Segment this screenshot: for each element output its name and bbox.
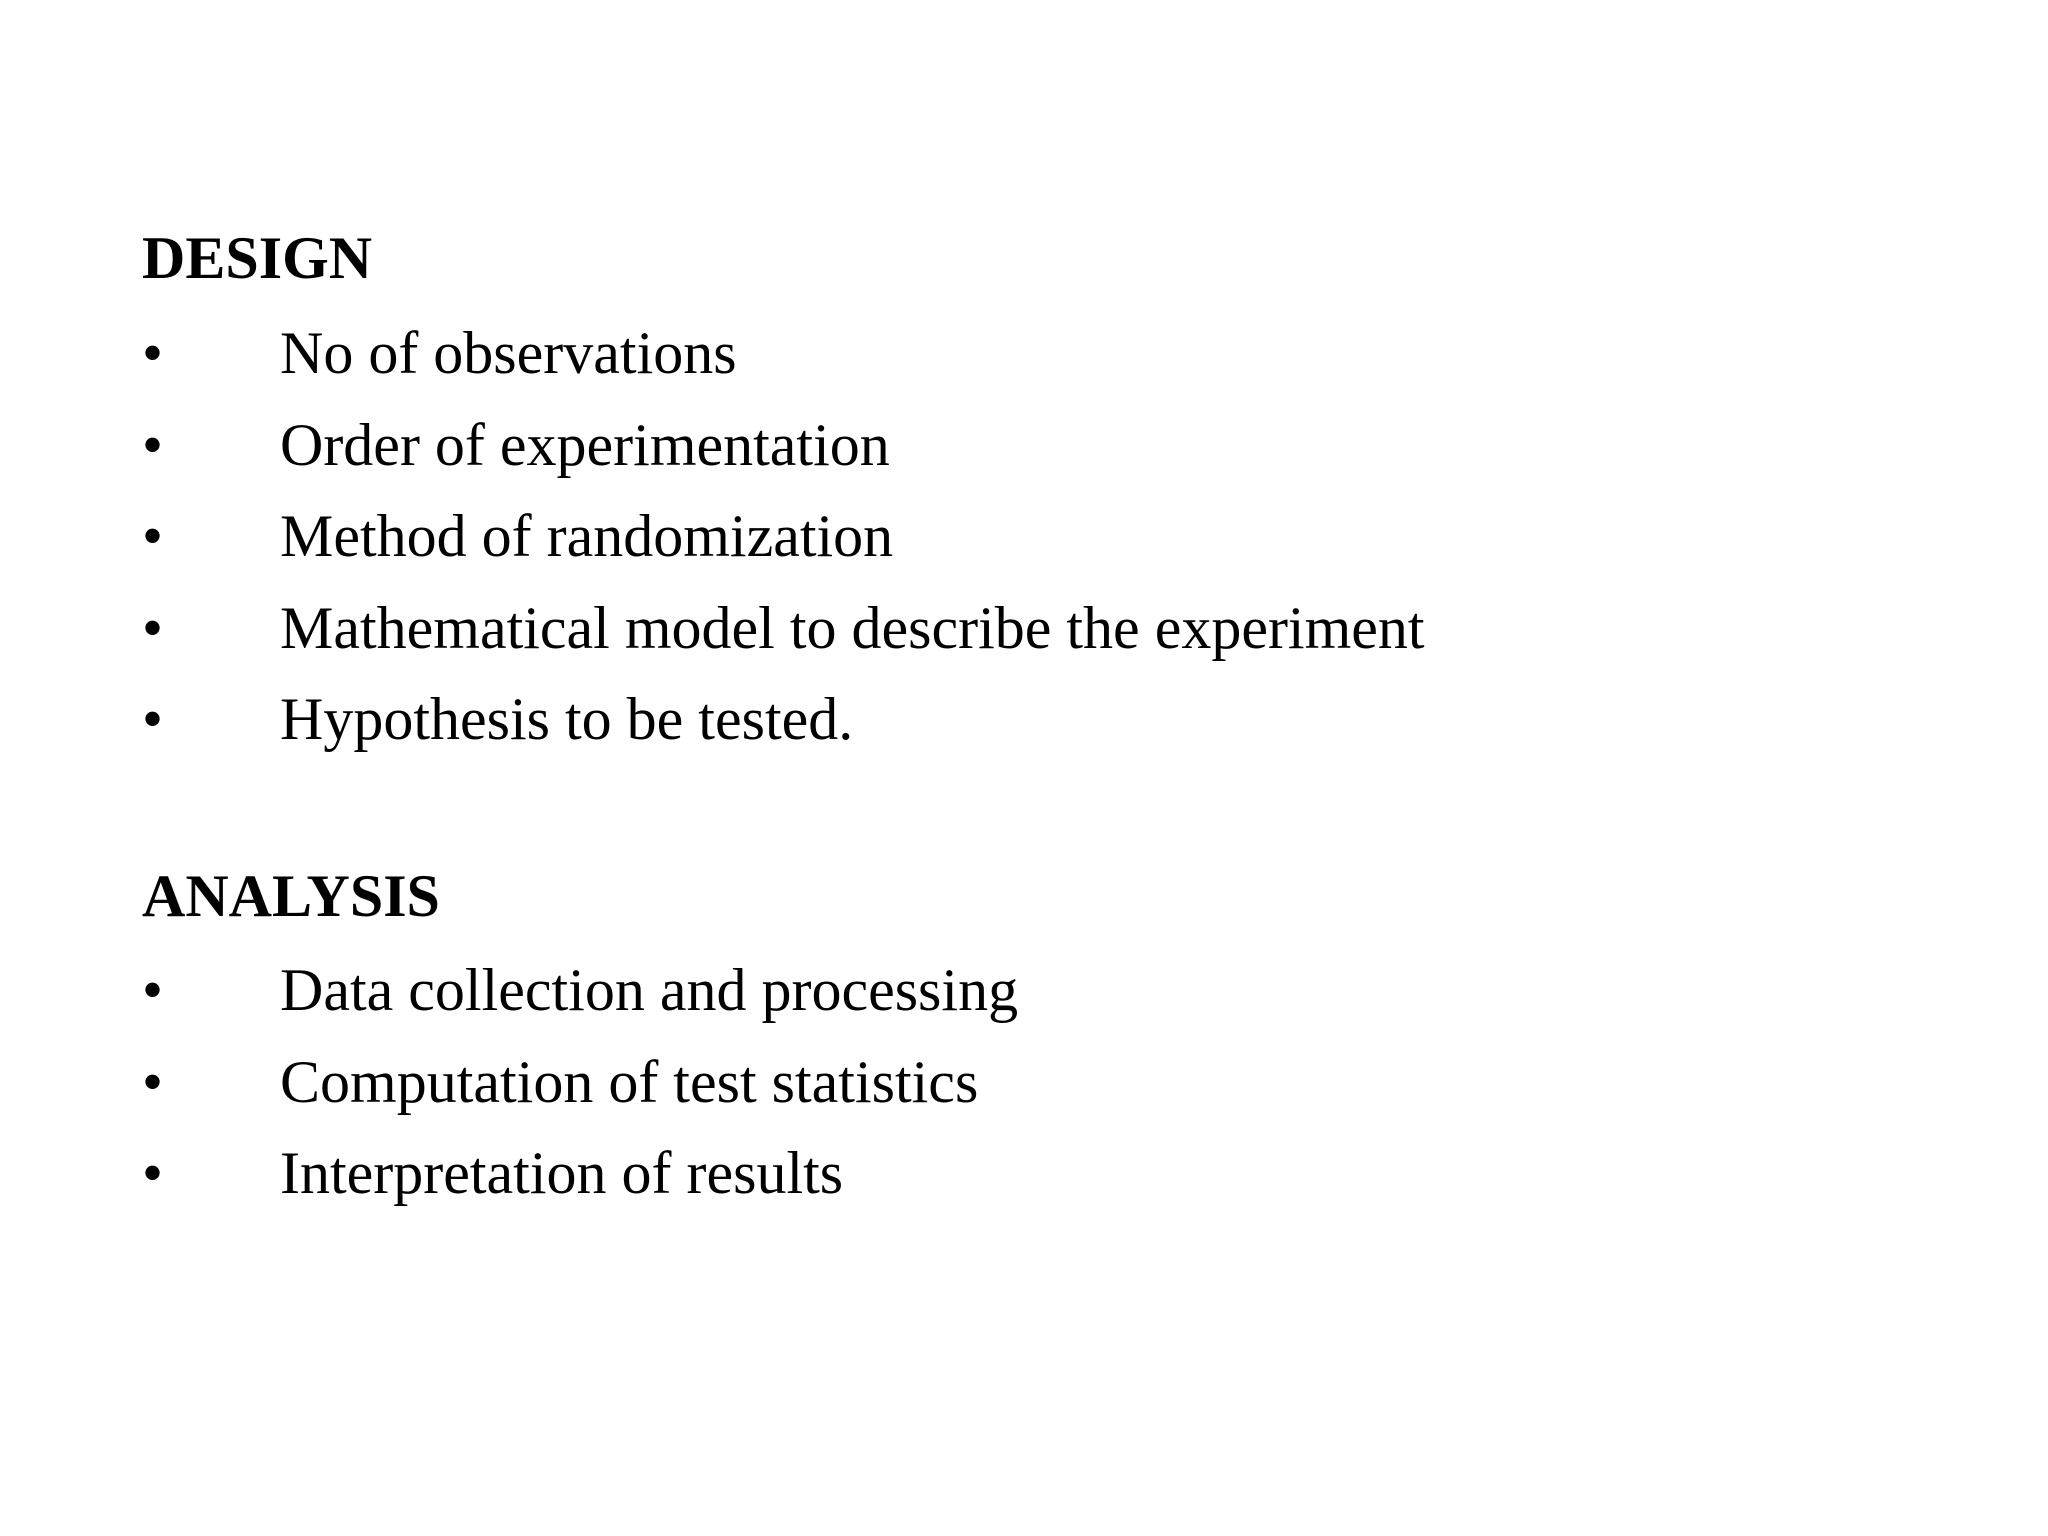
bullet-icon: • [142,320,164,386]
list-item [142,583,1425,675]
list-item-text: Interpretation of results [280,1140,844,1206]
design-list [142,308,1425,766]
list-item [142,945,1019,1037]
list-item [142,491,894,583]
bullet-icon: • [142,1048,164,1115]
list-item [142,674,854,766]
bullet-icon: • [142,503,164,569]
design-section [142,218,1425,766]
analysis-section [142,856,1019,1220]
analysis-heading: ANALYSIS [142,863,440,929]
bullet-icon: • [142,957,164,1023]
design-heading: DESIGN [142,225,373,291]
list-item [142,400,890,492]
list-item-text: Mathematical model to describe the experiment [280,594,1425,661]
list-item-text: Order of experimentation [280,411,890,478]
list-item-text: Data collection and processing [280,957,1019,1023]
list-item-text: Method of randomization [280,503,894,569]
list-item-text: No of observations [280,320,737,386]
bullet-icon: • [142,594,164,661]
list-item [142,1128,844,1220]
bullet-icon: • [142,686,164,752]
list-item [142,1037,979,1129]
list-item-text: Computation of test statistics [280,1048,979,1115]
analysis-list [142,945,1019,1220]
list-item-text: Hypothesis to be tested. [280,686,854,752]
bullet-icon: • [142,411,164,478]
list-item [142,308,737,400]
bullet-icon: • [142,1140,164,1206]
